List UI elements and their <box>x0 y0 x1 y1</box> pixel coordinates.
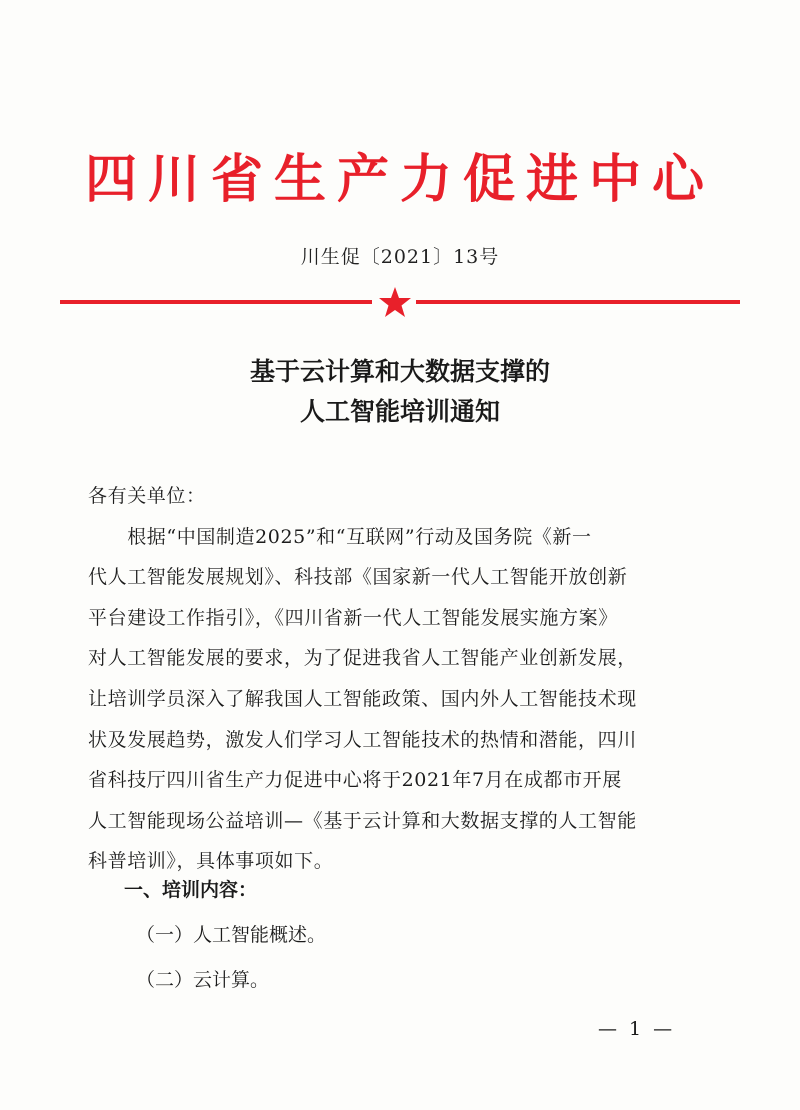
organization-header: 四川省生产力促进中心 <box>84 150 715 210</box>
document-number: 川生促〔2021〕13号 <box>300 246 500 268</box>
paragraph-line: 代人工智能发展规划》、科技部《国家新一代人工智能开放创新 <box>88 566 628 589</box>
paragraph-line: 平台建设工作指引》，《四川省新一代人工智能发展实施方案》 <box>88 606 618 629</box>
separator-line-left <box>60 300 372 304</box>
paragraph-line: 让培训学员深入了解我国人工智能政策、国内外人工智能技术现 <box>88 687 637 710</box>
paragraph-line: 科普培训》，具体事项如下。 <box>88 850 334 873</box>
section-item: （二）云计算。 <box>136 969 270 991</box>
separator-line-right <box>416 300 740 304</box>
star-icon <box>378 286 412 318</box>
salutation: 各有关单位： <box>88 485 206 507</box>
training-content-section <box>88 868 728 1003</box>
section-item: （一）人工智能概述。 <box>136 924 327 946</box>
paragraph-line: 根据“中国制造2025”和“互联网”行动及国务院《新一 <box>88 525 592 548</box>
paragraph-line: 省科技厅四川省生产力促进中心将于2021年7月在成都市开展 <box>88 769 622 792</box>
title-line-2: 人工智能培训通知 <box>299 397 500 426</box>
document-title <box>0 352 800 432</box>
paragraph-line: 人工智能现场公益培训—《基于云计算和大数据支撑的人工智能 <box>88 809 637 832</box>
paragraph-line: 对人工智能发展的要求，为了促进我省人工智能产业创新发展， <box>88 647 637 670</box>
page-number: — 1 — <box>598 1018 676 1040</box>
title-line-1: 基于云计算和大数据支撑的 <box>249 357 550 386</box>
paragraph-line: 状及发展趋势，激发人们学习人工智能技术的热情和潜能，四川 <box>88 728 637 751</box>
section-heading: 一、培训内容： <box>124 879 258 901</box>
red-separator <box>60 288 740 318</box>
body-text <box>88 476 728 882</box>
